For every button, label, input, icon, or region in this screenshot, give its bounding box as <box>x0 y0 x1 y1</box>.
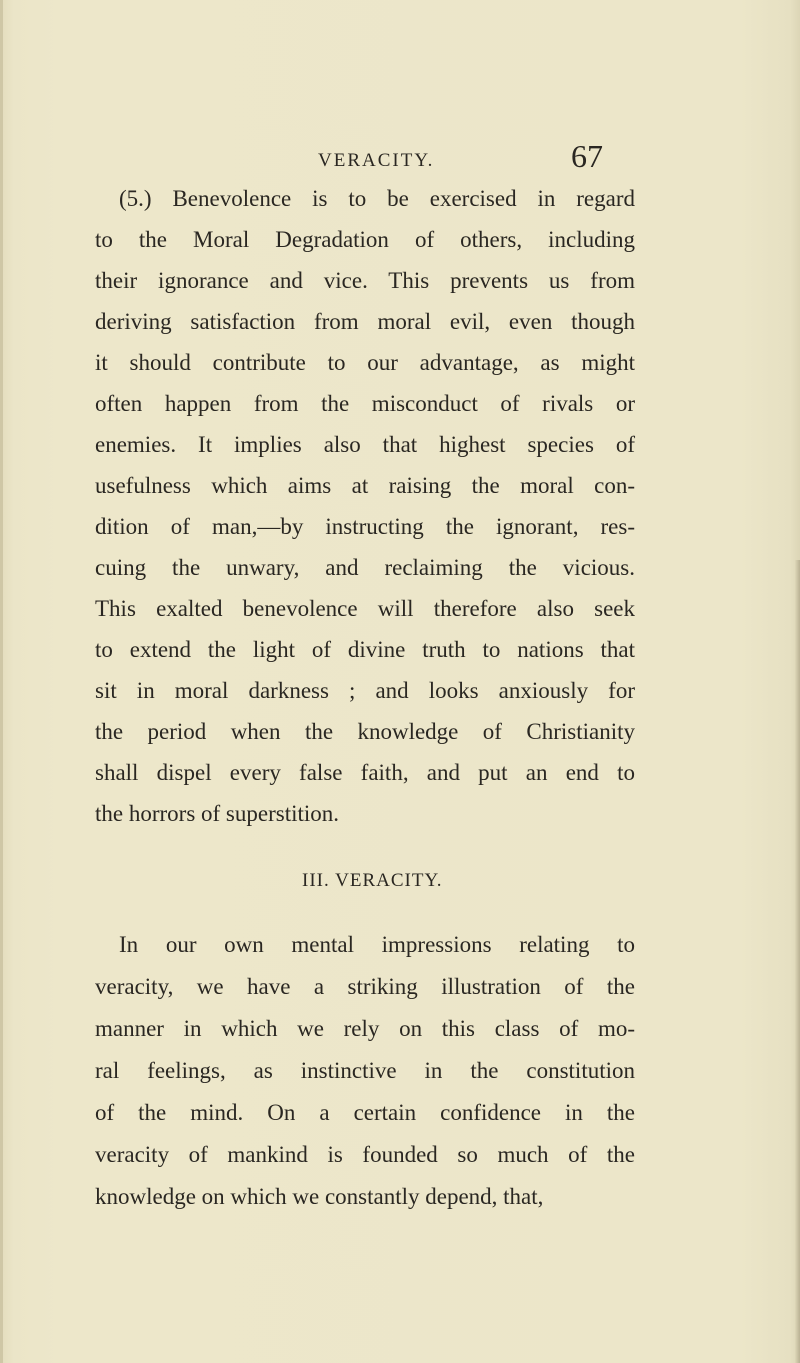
running-head <box>0 138 800 178</box>
text-line: veracity, we have a striking illustration of the <box>95 974 635 999</box>
text-line: often happen from the misconduct of rivals or <box>95 391 635 416</box>
text-line: sit in moral darkness ; and looks anxiously for <box>95 678 635 703</box>
text-line: to the Moral Degradation of others, including <box>95 227 635 252</box>
page-number: 67 <box>571 138 603 174</box>
text-line: it should contribute to our advantage, as might <box>95 350 635 375</box>
text-line: veracity of mankind is founded so much of the <box>95 1142 635 1167</box>
text-line: to extend the light of divine truth to nations that <box>95 637 635 662</box>
text-line: their ignorance and vice. This prevents us from <box>95 268 635 293</box>
text-line: In our own mental impressions relating to <box>119 932 635 957</box>
text-line: cuing the unwary, and reclaiming the vicious. <box>95 555 635 580</box>
text-line: deriving satisfaction from moral evil, even though <box>95 309 635 334</box>
text-line: enemies. It implies also that highest species of <box>95 432 635 457</box>
page-outer-edge <box>794 560 800 1363</box>
running-title: VERACITY. <box>318 150 435 171</box>
text-line: shall dispel every false faith, and put an end to <box>95 760 635 785</box>
paragraph-benevolence <box>95 178 635 834</box>
text-line: dition of man,—by instructing the ignorant, res- <box>95 514 635 539</box>
text-line: This exalted benevolence will therefore also seek <box>95 596 635 621</box>
section-heading-text: III. VERACITY. <box>302 870 443 891</box>
text-line: ral feelings, as instinctive in the constitution <box>95 1058 635 1083</box>
text-line: of the mind. On a certain confidence in the <box>95 1100 635 1125</box>
paragraph-veracity <box>95 924 635 1218</box>
text-line: usefulness which aims at raising the moral con- <box>95 473 635 498</box>
text-line: the horrors of superstition. <box>95 801 340 826</box>
page-binding-edge <box>0 0 3 1363</box>
text-line: knowledge on which we constantly depend, that, <box>95 1184 544 1209</box>
text-line: (5.) Benevolence is to be exercised in regard <box>119 186 635 211</box>
text-line: manner in which we rely on this class of mo- <box>95 1016 635 1041</box>
text-line: the period when the knowledge of Christianity <box>95 719 635 744</box>
